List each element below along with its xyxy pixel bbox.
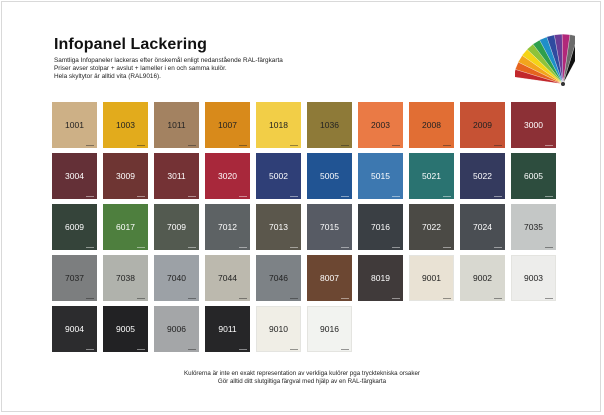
color-swatch bbox=[154, 306, 199, 352]
color-swatch bbox=[205, 255, 250, 301]
intro-line: Priser avser stolpar + avslut + lameller i en och samma kulör. bbox=[54, 65, 227, 72]
swatch-code: 5015 bbox=[371, 170, 390, 181]
color-swatch bbox=[511, 255, 556, 301]
color-swatch bbox=[409, 102, 454, 148]
color-swatch bbox=[460, 153, 505, 199]
color-swatch bbox=[256, 102, 301, 148]
swatch-code: 7046 bbox=[269, 272, 288, 283]
swatch-fineprint bbox=[290, 298, 298, 299]
disclaimer-footer bbox=[0, 370, 604, 386]
color-swatch bbox=[307, 255, 352, 301]
swatch-code: 9011 bbox=[218, 323, 237, 334]
swatch-code: 3000 bbox=[524, 119, 543, 130]
color-swatch bbox=[409, 255, 454, 301]
intro-line: Samtliga Infopaneler lackeras efter önskemål enligt nedanstående RAL-färgkarta bbox=[54, 57, 283, 64]
swatch-code: 9005 bbox=[116, 323, 135, 334]
disclaimer-line: Kulörerna är inte en exakt representation av verkliga kulörer pga trycktekniska orsaker bbox=[184, 370, 420, 377]
color-swatch bbox=[256, 255, 301, 301]
color-swatch bbox=[154, 102, 199, 148]
swatch-code: 2008 bbox=[422, 119, 441, 130]
swatch-fineprint bbox=[290, 247, 298, 248]
swatch-code: 8019 bbox=[371, 272, 390, 283]
color-swatch bbox=[205, 153, 250, 199]
color-swatch bbox=[409, 153, 454, 199]
intro-text bbox=[54, 57, 283, 81]
fan-pivot bbox=[561, 82, 565, 86]
color-swatch bbox=[103, 306, 148, 352]
color-swatch bbox=[52, 204, 97, 250]
color-swatch bbox=[460, 102, 505, 148]
swatch-fineprint bbox=[545, 298, 553, 299]
swatch-fineprint bbox=[188, 298, 196, 299]
swatch-code: 7012 bbox=[218, 221, 237, 232]
swatch-code: 3020 bbox=[218, 170, 237, 181]
swatch-fineprint bbox=[443, 247, 451, 248]
color-swatch bbox=[307, 204, 352, 250]
swatch-code: 9003 bbox=[524, 272, 543, 283]
swatch-code: 8007 bbox=[320, 272, 339, 283]
swatch-code: 6005 bbox=[524, 170, 543, 181]
swatch-fineprint bbox=[341, 349, 349, 350]
disclaimer-line: Gör alltid ditt slutgiltiga färgval med hjälp av en RAL-färgkarta bbox=[217, 378, 387, 385]
swatch-code: 1036 bbox=[320, 119, 339, 130]
swatch-fineprint bbox=[188, 145, 196, 146]
swatch-fineprint bbox=[392, 247, 400, 248]
swatch-code: 7040 bbox=[167, 272, 186, 283]
color-swatch bbox=[205, 306, 250, 352]
swatch-fineprint bbox=[341, 145, 349, 146]
swatch-code: 9004 bbox=[65, 323, 84, 334]
swatch-code: 7015 bbox=[320, 221, 339, 232]
color-swatch bbox=[409, 204, 454, 250]
color-swatch bbox=[307, 306, 352, 352]
page-title: Infopanel Lackering bbox=[54, 36, 208, 53]
swatch-code: 6017 bbox=[116, 221, 135, 232]
color-fan-deck-image bbox=[515, 28, 575, 90]
color-swatch bbox=[103, 102, 148, 148]
swatch-code: 7022 bbox=[422, 221, 441, 232]
swatch-fineprint bbox=[239, 247, 247, 248]
swatch-code: 7038 bbox=[116, 272, 135, 283]
swatch-code: 9006 bbox=[167, 323, 186, 334]
color-swatch bbox=[52, 255, 97, 301]
swatch-fineprint bbox=[137, 145, 145, 146]
swatch-code: 5021 bbox=[422, 170, 441, 181]
color-swatch bbox=[511, 204, 556, 250]
color-swatch bbox=[205, 102, 250, 148]
swatch-fineprint bbox=[341, 196, 349, 197]
swatch-code: 9016 bbox=[320, 323, 339, 334]
swatch-fineprint bbox=[86, 298, 94, 299]
color-swatch bbox=[103, 204, 148, 250]
swatch-fineprint bbox=[392, 145, 400, 146]
color-swatch bbox=[460, 255, 505, 301]
swatch-fineprint bbox=[188, 349, 196, 350]
swatch-fineprint bbox=[137, 349, 145, 350]
swatch-fineprint bbox=[494, 247, 502, 248]
swatch-code: 1018 bbox=[269, 119, 288, 130]
swatch-code: 7044 bbox=[218, 272, 237, 283]
swatch-code: 7013 bbox=[269, 221, 288, 232]
color-swatch bbox=[358, 204, 403, 250]
color-swatch bbox=[307, 153, 352, 199]
color-swatch bbox=[52, 102, 97, 148]
swatch-fineprint bbox=[137, 196, 145, 197]
color-swatch bbox=[358, 255, 403, 301]
color-swatch bbox=[358, 153, 403, 199]
swatch-code: 6009 bbox=[65, 221, 84, 232]
swatch-fineprint bbox=[341, 298, 349, 299]
swatch-fineprint bbox=[443, 145, 451, 146]
swatch-fineprint bbox=[137, 298, 145, 299]
swatch-fineprint bbox=[545, 145, 553, 146]
swatch-fineprint bbox=[392, 196, 400, 197]
color-swatch bbox=[460, 204, 505, 250]
swatch-fineprint bbox=[86, 349, 94, 350]
swatch-code: 9002 bbox=[473, 272, 492, 283]
swatch-code: 5022 bbox=[473, 170, 492, 181]
swatch-fineprint bbox=[188, 196, 196, 197]
color-swatch bbox=[154, 204, 199, 250]
swatch-code: 9001 bbox=[422, 272, 441, 283]
color-swatch bbox=[307, 102, 352, 148]
color-swatch bbox=[256, 153, 301, 199]
swatch-fineprint bbox=[86, 196, 94, 197]
swatch-fineprint bbox=[494, 196, 502, 197]
swatch-code: 5005 bbox=[320, 170, 339, 181]
swatch-code: 3004 bbox=[65, 170, 84, 181]
swatch-fineprint bbox=[392, 298, 400, 299]
swatch-fineprint bbox=[545, 196, 553, 197]
swatch-fineprint bbox=[239, 298, 247, 299]
swatch-fineprint bbox=[239, 349, 247, 350]
swatch-fineprint bbox=[239, 196, 247, 197]
swatch-fineprint bbox=[494, 298, 502, 299]
color-swatch bbox=[256, 204, 301, 250]
swatch-code: 1007 bbox=[218, 119, 237, 130]
swatch-fineprint bbox=[443, 196, 451, 197]
color-swatch bbox=[154, 255, 199, 301]
swatch-fineprint bbox=[443, 298, 451, 299]
swatch-code: 7009 bbox=[167, 221, 186, 232]
color-swatch bbox=[205, 204, 250, 250]
color-swatch bbox=[511, 102, 556, 148]
swatch-code: 1001 bbox=[65, 119, 84, 130]
color-swatch bbox=[358, 102, 403, 148]
swatch-code: 3011 bbox=[167, 170, 186, 181]
swatch-fineprint bbox=[290, 196, 298, 197]
swatch-code: 2003 bbox=[371, 119, 390, 130]
swatch-fineprint bbox=[290, 145, 298, 146]
swatch-fineprint bbox=[239, 145, 247, 146]
swatch-code: 3009 bbox=[116, 170, 135, 181]
swatch-code: 7037 bbox=[65, 272, 84, 283]
swatch-fineprint bbox=[494, 145, 502, 146]
swatch-code: 1011 bbox=[167, 119, 186, 130]
swatch-code: 2009 bbox=[473, 119, 492, 130]
intro-line: Hela skyltytor är alltid vita (RAL9016). bbox=[54, 73, 161, 80]
swatch-fineprint bbox=[341, 247, 349, 248]
swatch-code: 7016 bbox=[371, 221, 390, 232]
swatch-fineprint bbox=[86, 145, 94, 146]
color-swatch bbox=[103, 153, 148, 199]
swatch-fineprint bbox=[188, 247, 196, 248]
swatch-code: 7035 bbox=[524, 221, 543, 232]
swatch-code: 7024 bbox=[473, 221, 492, 232]
swatch-fineprint bbox=[290, 349, 298, 350]
swatch-fineprint bbox=[86, 247, 94, 248]
swatch-code: 5002 bbox=[269, 170, 288, 181]
swatch-code: 9010 bbox=[269, 323, 288, 334]
ral-swatch-grid bbox=[52, 102, 558, 352]
color-swatch bbox=[256, 306, 301, 352]
swatch-fineprint bbox=[137, 247, 145, 248]
color-swatch bbox=[52, 153, 97, 199]
color-swatch bbox=[103, 255, 148, 301]
color-swatch bbox=[52, 306, 97, 352]
swatch-fineprint bbox=[545, 247, 553, 248]
swatch-code: 1003 bbox=[116, 119, 135, 130]
color-swatch bbox=[154, 153, 199, 199]
color-swatch bbox=[511, 153, 556, 199]
